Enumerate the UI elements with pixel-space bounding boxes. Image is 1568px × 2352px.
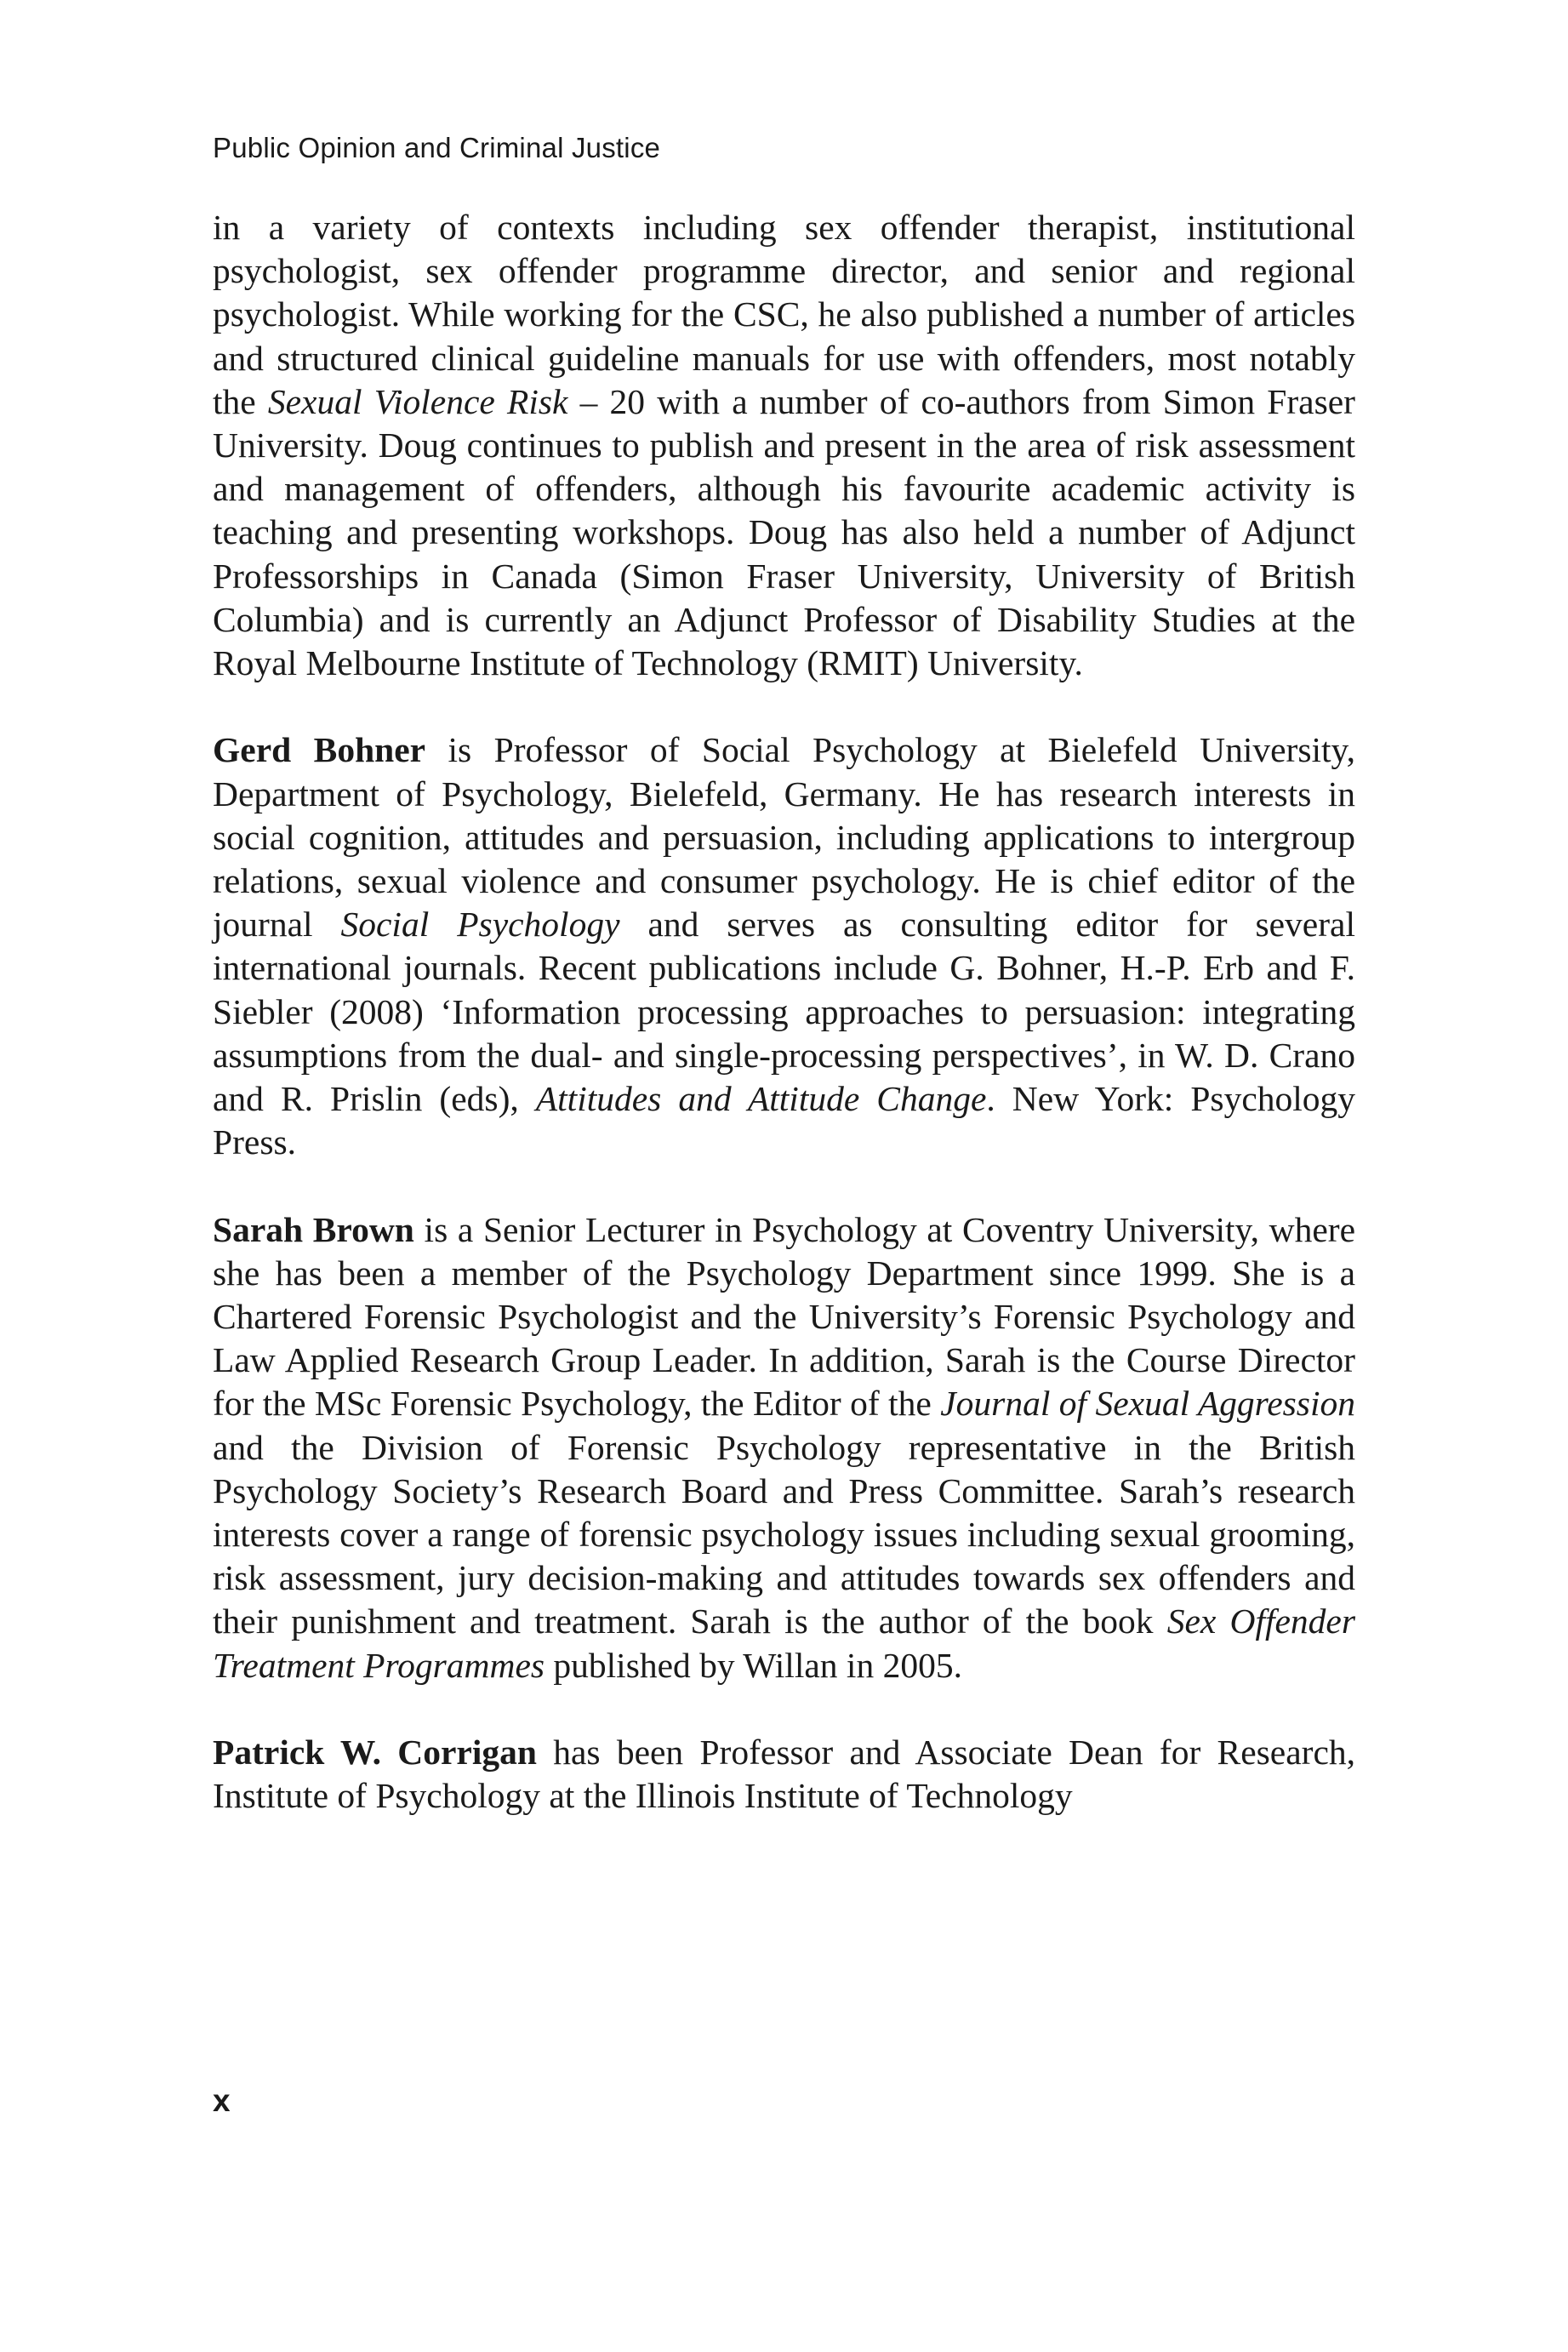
running-head: Public Opinion and Criminal Justice — [213, 132, 661, 163]
page-number: x — [213, 2083, 231, 2118]
journal-title: Social Psychology — [340, 905, 620, 945]
bio-text: has been Professor and Associate Dean for Research, Institute of Psychology at the Illinois Institute of Technology — [213, 1733, 1356, 1816]
bio-text: . New York: Psychology Press. — [213, 1079, 1356, 1162]
bio-paragraph-continued — [213, 206, 1355, 685]
bio-paragraph-corrigan — [213, 1731, 1355, 1818]
bio-text: published by Willan in 2005. — [545, 1645, 962, 1685]
book-title: Sexual Violence Risk — [267, 381, 568, 421]
bio-text: in a variety of contexts including sex offender therapist, institutional psychologist, sex offender programme director, and senior and regional psychologist. While working for the CSC, he also published a number of articles and structured clinical guideline manuals for use with offenders, most notably the — [213, 208, 1355, 421]
page-body — [213, 206, 1355, 1818]
journal-title: Journal of Sexual Aggression — [940, 1384, 1355, 1424]
bio-text: and serves as consulting editor for several international journals. Recent publications include G. Bohner, H.-P. Erb and F. Siebler (2008) ‘Information processing approaches to persuasion: integrating assumptions from the dual- and single-processing perspectives’, in W. D. Crano and R. Prislin (eds), — [213, 905, 1355, 1119]
bio-text: is a Senior Lecturer in Psychology at Coventry University, where she has been a member of the Psychology Department since 1999. She is a Chartered Forensic Psychologist and the University’s Forensic Psychology and Law Applied Research Group Leader. In addition, Sarah is the Course Director for the MSc Forensic Psychology, the Editor of the — [213, 1209, 1355, 1424]
contributor-name: Gerd Bohner — [213, 730, 426, 770]
book-title: Sex Offender Treatment Programmes — [213, 1601, 1355, 1685]
bio-text: is Professor of Social Psychology at Bielefeld University, Department of Psychology, Bielefeld, Germany. He has research interests in social cognition, attitudes and persuasion, including applications to intergroup relations, sexual violence and consumer psychology. He is chief editor of the journal — [213, 730, 1355, 945]
book-title: Attitudes and Attitude Change — [535, 1079, 987, 1119]
bio-text: – 20 with a number of co-authors from Simon Fraser University. Doug continues to publish and present in the area of risk assessment and management of offenders, although his favourite academic activity is teaching and presenting workshops. Doug has also held a number of Adjunct Professorships in Canada (Simon Fraser University, University of British Columbia) and is currently an Adjunct Professor of Disability Studies at the Royal Melbourne Institute of Technology (RMIT) University. — [213, 381, 1355, 683]
bio-text: and the Division of Forensic Psychology representative in the British Psychology Society’s Research Board and Press Committee. Sarah’s research interests cover a range of forensic psychology issues including sexual grooming, risk assessment, jury decision-making and attitudes towards sex offenders and their punishment and treatment. Sarah is the author of the book — [213, 1427, 1355, 1641]
bio-paragraph-bohner — [213, 728, 1355, 1164]
contributor-name: Patrick W. Corrigan — [213, 1733, 537, 1773]
bio-paragraph-brown — [213, 1208, 1355, 1687]
contributor-name: Sarah Brown — [213, 1209, 414, 1249]
